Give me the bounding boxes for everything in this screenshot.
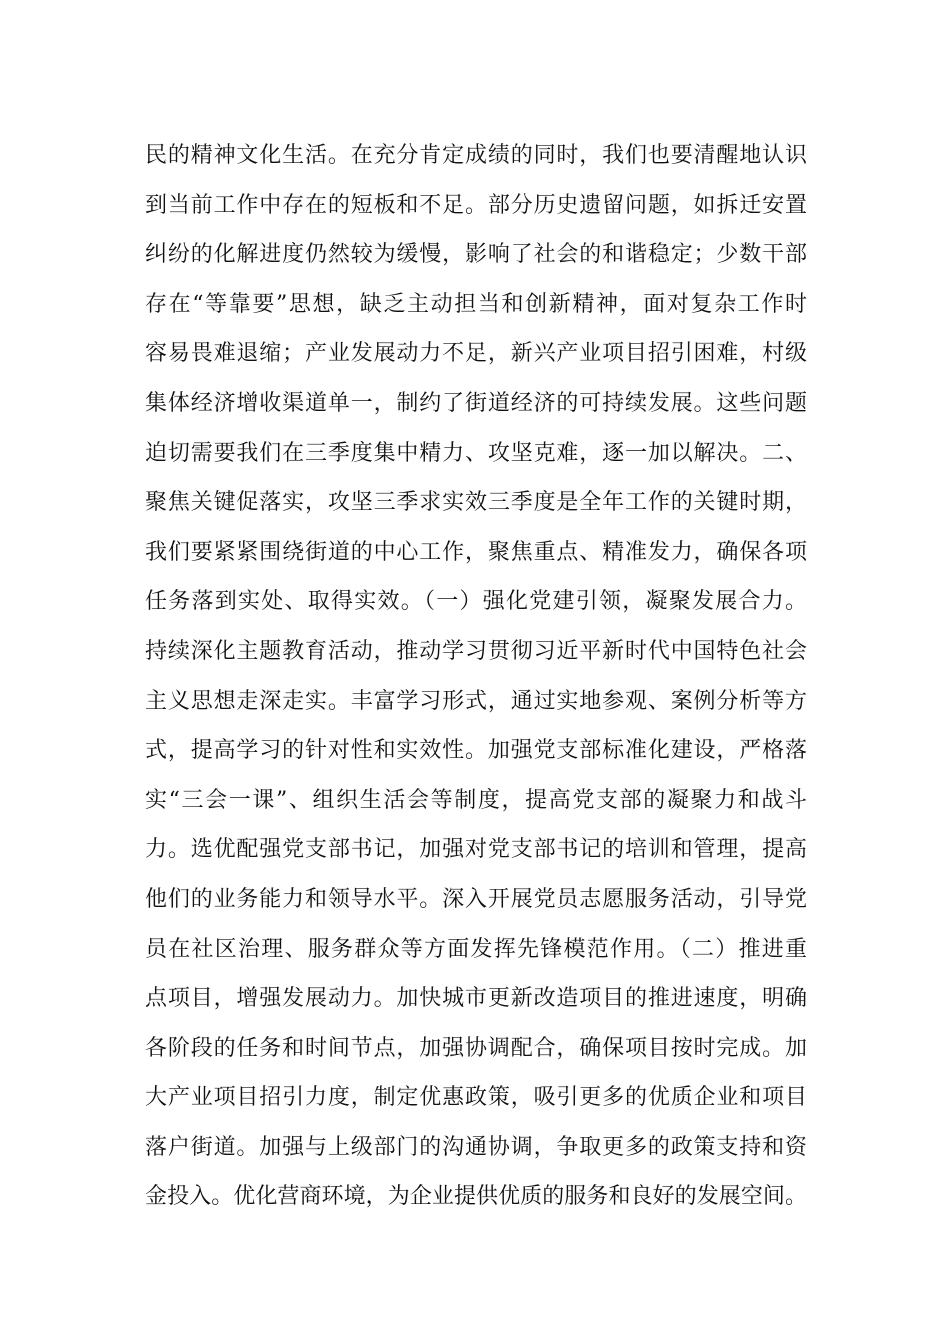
text-line: 大产业项目招引力度，制定优惠政策，吸引更多的优质企业和项目 [145, 1085, 807, 1111]
text-line: 容易畏难退缩；产业发展动力不足，新兴产业项目招引困难，村级 [145, 341, 807, 367]
text-line: 点项目，增强发展动力。加快城市更新改造项目的推进速度，明确 [145, 986, 807, 1012]
text-line: 迫切需要我们在三季度集中精力、攻坚克难，逐一加以解决。二、 [145, 440, 807, 466]
text-line: 落户街道。加强与上级部门的沟通协调，争取更多的政策支持和资 [145, 1134, 807, 1160]
text-line: 任务落到实处、取得实效。（一）强化党建引领，凝聚发展合力。 [145, 589, 807, 615]
document-body [145, 131, 807, 1222]
text-line: 持续深化主题教育活动，推动学习贯彻习近平新时代中国特色社会 [145, 638, 807, 664]
text-line: 纠纷的化解进度仍然较为缓慢，影响了社会的和谐稳定；少数干部 [145, 242, 807, 268]
text-line: 我们要紧紧围绕街道的中心工作，聚焦重点、精准发力，确保各项 [145, 539, 807, 565]
text-line: 集体经济增收渠道单一，制约了街道经济的可持续发展。这些问题 [145, 390, 807, 416]
text-line: 到当前工作中存在的短板和不足。部分历史遗留问题，如拆迁安置 [145, 192, 807, 218]
text-line: 员在社区治理、服务群众等方面发挥先锋模范作用。（二）推进重 [145, 936, 807, 962]
text-line: 存在“等靠要”思想，缺乏主动担当和创新精神，面对复杂工作时 [145, 291, 807, 317]
text-line: 实“三会一课”、组织生活会等制度，提高党支部的凝聚力和战斗 [145, 787, 807, 813]
text-line: 力。选优配强党支部书记，加强对党支部书记的培训和管理，提高 [145, 837, 807, 863]
text-line: 各阶段的任务和时间节点，加强协调配合，确保项目按时完成。加 [145, 1035, 807, 1061]
text-line: 式，提高学习的针对性和实效性。加强党支部标准化建设，严格落 [145, 738, 807, 764]
text-line: 主义思想走深走实。丰富学习形式，通过实地参观、案例分析等方 [145, 688, 807, 714]
text-line: 金投入。优化营商环境，为企业提供优质的服务和良好的发展空间。 [145, 1184, 807, 1210]
text-line: 民的精神文化生活。在充分肯定成绩的同时，我们也要清醒地认识 [145, 143, 807, 168]
text-line: 聚焦关键促落实，攻坚三季求实效三季度是全年工作的关键时期， [145, 490, 807, 516]
text-line: 他们的业务能力和领导水平。深入开展党员志愿服务活动，引导党 [145, 886, 807, 912]
